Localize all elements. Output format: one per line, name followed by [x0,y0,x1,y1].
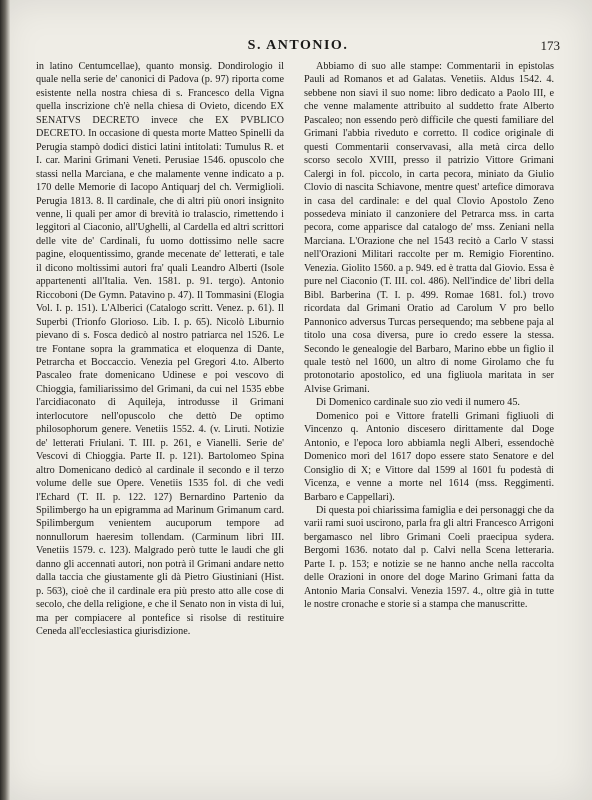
page-number: 173 [540,38,560,53]
book-spine-shadow [0,0,10,800]
paragraph: Abbiamo di suo alle stampe: Commentarii in epistolas Pauli ad Romanos et ad Galatas. Venetiis. Aldus 1542. 4. sebbene non siavi il suo nome: libro dedicato a Paolo III, e che venne malamente attribuito al suddetto frate Alberto Pascaleo; non essendo però difficile che questi familiare del Grimani l'abbia riveduto e corretto. Il codice originale di questi Commentarii conservavasi, alla metà circa dello scorso secolo XVIII, presso il patrizio Vittore Grimani Calergi in fol. piccolo, in carta pecora, miniato da Giulio Clovio di nascita Schiavone, mentre quest' artefice dimorava in casa del cardinale: e del qual Clovio Apostolo Zeno possedeva miniato il canzoniere del Petrarca mss. in carta pecora, come apparisce dal catalogo de' mss. Zeniani nella Marciana. L'Orazione che nel 1543 recitò a Carlo V stassi nell'Orazioni Militari raccolte per m. Remigio Fiorentino. Venezia. Giolito 1560. a p. 949. ed è tratta dal Giovio. Essa è pure nel Ciaconio (T. III. col. 486). Nell'indice de' libri della Bibl. Barberina (T. I. p. 499. Romae 1681. fol.) trovo ricordata dal Grimani Oratio ad Carolum V pro bello Pannonico adversus Turcas persequendo; ma sebbene paja al titolo una cosa diversa, pure io credo essere la stessa. Secondo le genealogie del Barbaro, Marino ebbe un figlio il quale testò nel 1600, un altro di nome Girolamo che fu protonotario apostolico, ed una figliuola maritata in ser Alvise Grimani. [304,61,554,395]
running-title: S. ANTONIO. [247,38,349,53]
left-column [36,60,284,638]
paragraph: Di questa poi chiarissima famiglia e dei personaggi che da varii rami suoi uscirono, parla fra gli altri Francesco Arrigoni bergamasco nel libro Grimani Coeli praecipua sydera. Bergomi 1636. notato dal p. Calvi nella Scena letteraria. Parte I. p. 153; e notizie se ne hanno anche nella raccolta delle Orazioni in onore del doge Marino Grimani fatta da Antonio Maria Consalvi. Venezia 1597. 4., oltre già in tutte le nostre cronache e storie si a stampa che manuscritte. [304,504,554,611]
paragraph: in latino Centumcellae), quanto monsig. Dondirologio il quale nella serie de' canonici di Padova (p. 97) riporta come esistente nella nostra chiesa di s. Francesco della Vigna quella inscrizione ch'è nella chiesa di Ovieto, dicendo EX SENATVS DECRETO invece che EX PVBLICO DECRETO. In occasione di questa morte Matteo Spinelli da Perugia stampò dodici distici latini intitolati: Tumulus R. et I. car. Marini Grimani Veneti. Perusiae 1546. opuscolo che stassi nella Marciana, e che malamente venne indicato a p. 170 delle Memorie di Iacopo Antiquarj del ch. Vermiglioli. Perugia 1813. 8. Il cardinale, che di altri più onori insignito venne, li quali per amor di brevità io tralascio, rimettendo i leggitori al Ciaconio, all'Ughelli, al Cardella ed altri scrittori delle vite de' Cardinali, fu uomo dottissimo nelle sacre pagine, eloquentissimo, grande mecenate de' letterati, e tale il dicono moltissimi autori fra' quali Leandro Alberti (Isole appartenenti all'Italia. Ven. 1581. p. 91. tergo). Antonio Riccoboni (De Gymn. Patavino p. 47). Il Tommasini (Elogia Vol. I. p. 151). L'Alberici (Catalogo scritt. Venez. p. 61). Il Superbi (Trionfo Glorioso. Lib. I. p. 65). Nicolò Liburnio pievano di s. Fosca dedicò al nostro patriarca nel 1526. Le tre Fontane sopra la grammatica et eloquenza di Dante, Petrarcha et Boccaccio. Venezia pel Gregori 4.to. Alberto Pascaleo frate domenicano Udinese e poi vescovo di Chioggia, familiarissimo del Grimani, da cui nel 1535 ebbe l'arcidiaconato di Aquileja, introdusse il Grimani interlocutore nell'opuscolo che dettò De optimo philosophorum genere. Venetiis 1552. 4. (v. Liruti. Notizie de' letterati Friulani. T. III. p. 261, e Vianelli. Serie de' Vescovi di Chioggia. Parte II. p. 121). Bartolomeo Spina altro Domenicano dedicò al cardinale il secondo e il terzo volume delle sue Opere. Venetiis 1535 fol. di che vedi l'Echard (T. II. p. 122. 127) Bernardino Partenio da Spilimbergo ha un epigramma ad Marinum Grimanum card. Spilimbergum venientem aucuporum tempore ad nonnullorum haeresim tollendam. (Carminum libri III. Venetiis 1579. c. 123). Malgrado però tutte le laudi che gli danno gli accennati autori, non potrà il Grimani andare netto dalla taccia che giustamente gli dà Pietro Giustiniani (Hist. p. 563), cioè che il cardinale era più presto atto alle cose di secolo, che della religione, e che il Senato non in vista di lui, ma per compiacere al pontefice si risolse di restituire Ceneda all'ecclesiastica giurisdizione. [36,61,284,638]
paragraph: Domenico poi e Vittore fratelli Grimani figliuoli di Vincenzo q. Antonio discesero dirittamente dal Doge Antonio, e l'epoca loro abbiamla negli Alberi, essendochè Domenico morì del 1617 dopo essere stato Senatore e del Consiglio di X; e Vittore dal 1599 al 1601 fu podestà di Vicenza, e venne a morte nel 1614 (mss. Reggimenti. Barbaro e Cappellari). [304,410,554,503]
right-column [304,60,554,612]
paragraph: Di Domenico cardinale suo zio vedi il numero 45. [316,397,520,409]
page-header [36,38,560,56]
